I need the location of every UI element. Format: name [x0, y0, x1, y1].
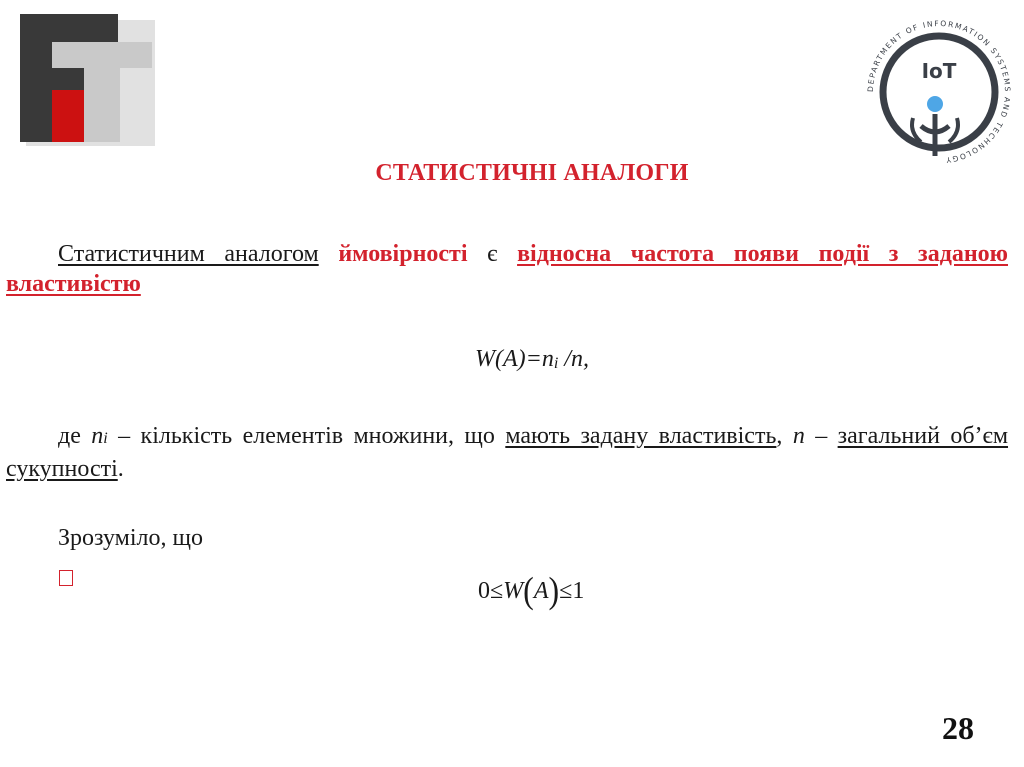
- svg-text:DEPARTMENT OF INFORMATION SYST: [866, 19, 1012, 165]
- text-probability: ймовірності: [338, 241, 468, 267]
- paragraph-definition: Статистичним аналогом ймовірності є відносна частота появи події з заданою властивістю: [6, 241, 1009, 297]
- paragraph-explanation: де ni – кількість елементів множини, що мають задану властивість, n – загальний об’єм сукупності.: [6, 423, 1009, 482]
- iot-text: IoT: [921, 59, 957, 83]
- text-relative-frequency: відносна частота появи події з заданою властивістю: [6, 241, 1009, 297]
- iot-ring-text: DEPARTMENT OF INFORMATION SYSTEMS AND TECHNOLOGY: [865, 18, 1013, 165]
- paragraph-clearly: Зрозуміло, що: [58, 525, 203, 551]
- iot-seal-icon: [857, 10, 1021, 174]
- bullet-box-icon: [59, 570, 73, 586]
- text-population-size: загальний об’єм сукупності: [6, 423, 1009, 482]
- formula-relative-frequency: $W(A)=n_i$ /n,: [475, 346, 589, 372]
- text-given-property: мають задану властивість: [505, 423, 777, 449]
- page-number: 28: [942, 710, 974, 746]
- ft-logo-icon: [20, 14, 155, 146]
- formula-inequality: 0≤W(A)≤1: [478, 569, 585, 611]
- text-statistical-analog: Статистичним аналогом: [58, 241, 319, 267]
- slide-title: СТАТИСТИЧНІ АНАЛОГИ: [375, 160, 689, 186]
